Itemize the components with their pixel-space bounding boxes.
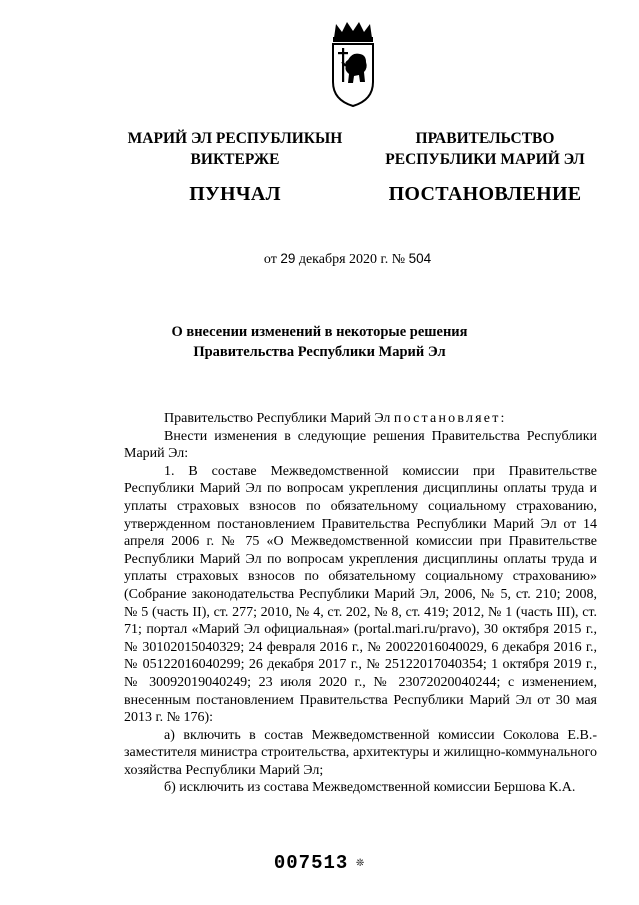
- title-line-1: О внесении изменений в некоторые решения: [171, 324, 468, 340]
- serial-number-text: 007513: [273, 852, 349, 874]
- header-mari: [110, 128, 360, 205]
- date-month-year: декабря 2020 г. №: [298, 252, 406, 267]
- paragraph-item-1a: а) включить в состав Межведомственной комиссии Соколова Е.В.- заместителя министра строительства, архитектуры и жилищно-коммунального хозяйства Республики Марий Эл;: [124, 727, 597, 778]
- preamble-verb: постановляет:: [393, 411, 507, 426]
- header-russian: [375, 128, 595, 205]
- preamble-text: Правительство Республики Марий Эл: [164, 411, 394, 426]
- asterisk-mark-icon: ❊: [356, 855, 366, 870]
- serial-number: [0, 852, 639, 874]
- header-mari-doc-type: ПУНЧАЛ: [189, 183, 281, 205]
- document-body: [124, 410, 597, 797]
- header-mari-line2: ВИКТЕРЖЕ: [190, 151, 280, 168]
- date-day: 29: [280, 251, 296, 266]
- document-date-line: [0, 251, 639, 268]
- header-russian-doc-type: ПОСТАНОВЛЕНИЕ: [388, 183, 582, 205]
- paragraph-item-1: 1. В составе Межведомственной комиссии при Правительстве Республики Марий Эл по вопросам укрепления дисциплины оплаты труда и уплаты страховых взносов по обязательному социальному страхованию, утвержденном постановлением Правительства Республики Марий Эл от 14 апреля 2006 г. № 75 «О Межведомственной комиссии при Правительстве Республики Марий Эл по вопросам укрепления дисциплины оплаты труда и уплаты страховых взносов по обязательному социальному страхованию» (Собрание законодательства Республики Марий Эл, 2006, № 5, ст. 210; 2008, № 5 (часть II), ст. 277; 2010, № 4, ст. 202, № 8, ст. 419; 2012, № 1 (часть III), ст. 71; портал «Марий Эл официальная» (portal.mari.ru/pravo), 30 октября 2015 г., № 30102015040329; 24 февраля 2016 г., № 20022016040029, 6 декабря 2016 г., № 05122016040299; 26 декабря 2017 г., № 25122017040354; 1 октября 2019 г., № 30092019040249; 23 июля 2020 г., № 23072020040244; с изменением, внесенным постановлением Правительства Республики Марий Эл от 30 мая 2013 г. № 176):: [124, 463, 597, 726]
- document-number: 504: [408, 251, 432, 266]
- paragraph-item-1b: б) исключить из состава Межведомственной комиссии Бершова К.А.: [164, 780, 576, 796]
- coat-of-arms-icon: [330, 20, 376, 108]
- title-line-2: Правительства Республики Марий Эл: [193, 344, 446, 360]
- date-prefix: от: [263, 252, 277, 267]
- header-russian-line1: ПРАВИТЕЛЬСТВО: [415, 130, 555, 147]
- paragraph-intro: Внести изменения в следующие решения Правительства Республики Марий Эл:: [124, 428, 597, 462]
- header-mari-line1: МАРИЙ ЭЛ РЕСПУБЛИКЫН: [127, 130, 343, 147]
- document-title: [0, 322, 639, 362]
- paragraph-preamble: [124, 410, 597, 428]
- header-russian-line2: РЕСПУБЛИКИ МАРИЙ ЭЛ: [385, 151, 585, 168]
